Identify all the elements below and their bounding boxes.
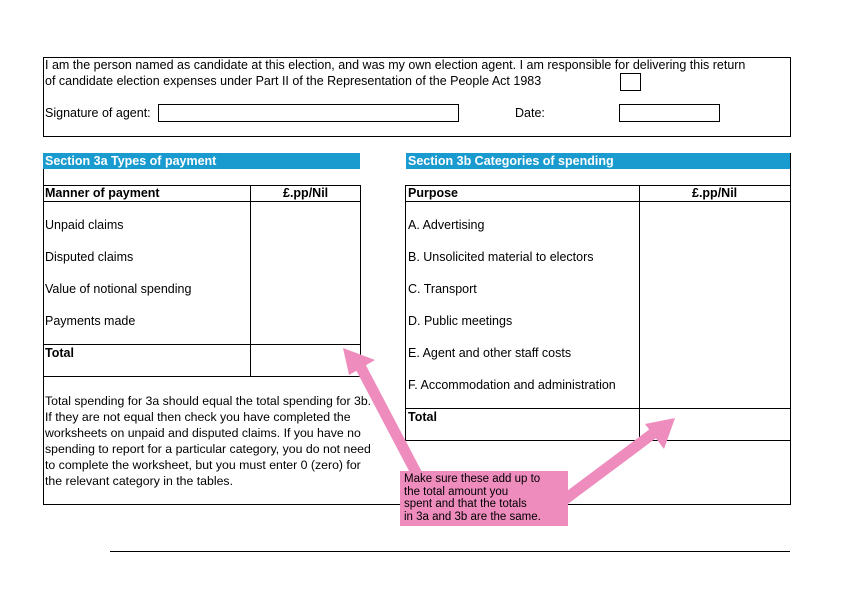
declaration-line-2: of candidate election expenses under Part II of the Representation of the People Act 1983 bbox=[45, 74, 542, 88]
section-3b-row-unsolicited: B. Unsolicited material to electors bbox=[408, 250, 594, 264]
section-3a-row-notional: Value of notional spending bbox=[45, 282, 192, 296]
section-3b-row-transport: C. Transport bbox=[408, 282, 477, 296]
callout-note: Make sure these add up to the total amount you spent and that the totals in 3a and 3b are the same. bbox=[400, 471, 568, 526]
section-3a-title: Section 3a Types of payment bbox=[43, 153, 360, 169]
section-3b-row-advertising: A. Advertising bbox=[408, 218, 485, 232]
section-3b-col-purpose: Purpose bbox=[408, 186, 459, 200]
callout-arrow-right bbox=[560, 418, 675, 503]
section-3b-total-label: Total bbox=[408, 410, 437, 424]
section-3b-row-accommodation: F. Accommodation and administration bbox=[408, 378, 616, 392]
section-3b-row-staff: E. Agent and other staff costs bbox=[408, 346, 572, 360]
declaration-line-1: I am the person named as candidate at this election, and was my own election agent. I am responsible for delivering this return bbox=[45, 58, 746, 72]
section-3a-total-label: Total bbox=[45, 346, 74, 360]
signature-label: Signature of agent: bbox=[45, 106, 151, 120]
callout-arrow-left bbox=[343, 348, 420, 480]
section-3a-col-manner: Manner of payment bbox=[45, 186, 160, 200]
section-3a-note: Total spending for 3a should equal the total spending for 3b. If they are not equal then check you have completed the worksheets on unpaid and disputed claims. If you have no spending to report for a particular category, you do not need to complete the worksheet, but you must enter 0 (zero) for the relevant category in the tables. bbox=[45, 394, 372, 488]
section-3a-row-payments: Payments made bbox=[45, 314, 136, 328]
footer-rule bbox=[110, 551, 790, 552]
section-3a-col-amount: £.pp/Nil bbox=[283, 186, 329, 200]
section-3b-title: Section 3b Categories of spending bbox=[406, 153, 790, 169]
section-3b-col-amount: £.pp/Nil bbox=[692, 186, 738, 200]
date-label: Date: bbox=[515, 106, 545, 120]
section-3b-row-meetings: D. Public meetings bbox=[408, 314, 513, 328]
section-3a-row-disputed: Disputed claims bbox=[45, 250, 134, 264]
section-3a-row-unpaid: Unpaid claims bbox=[45, 218, 124, 232]
